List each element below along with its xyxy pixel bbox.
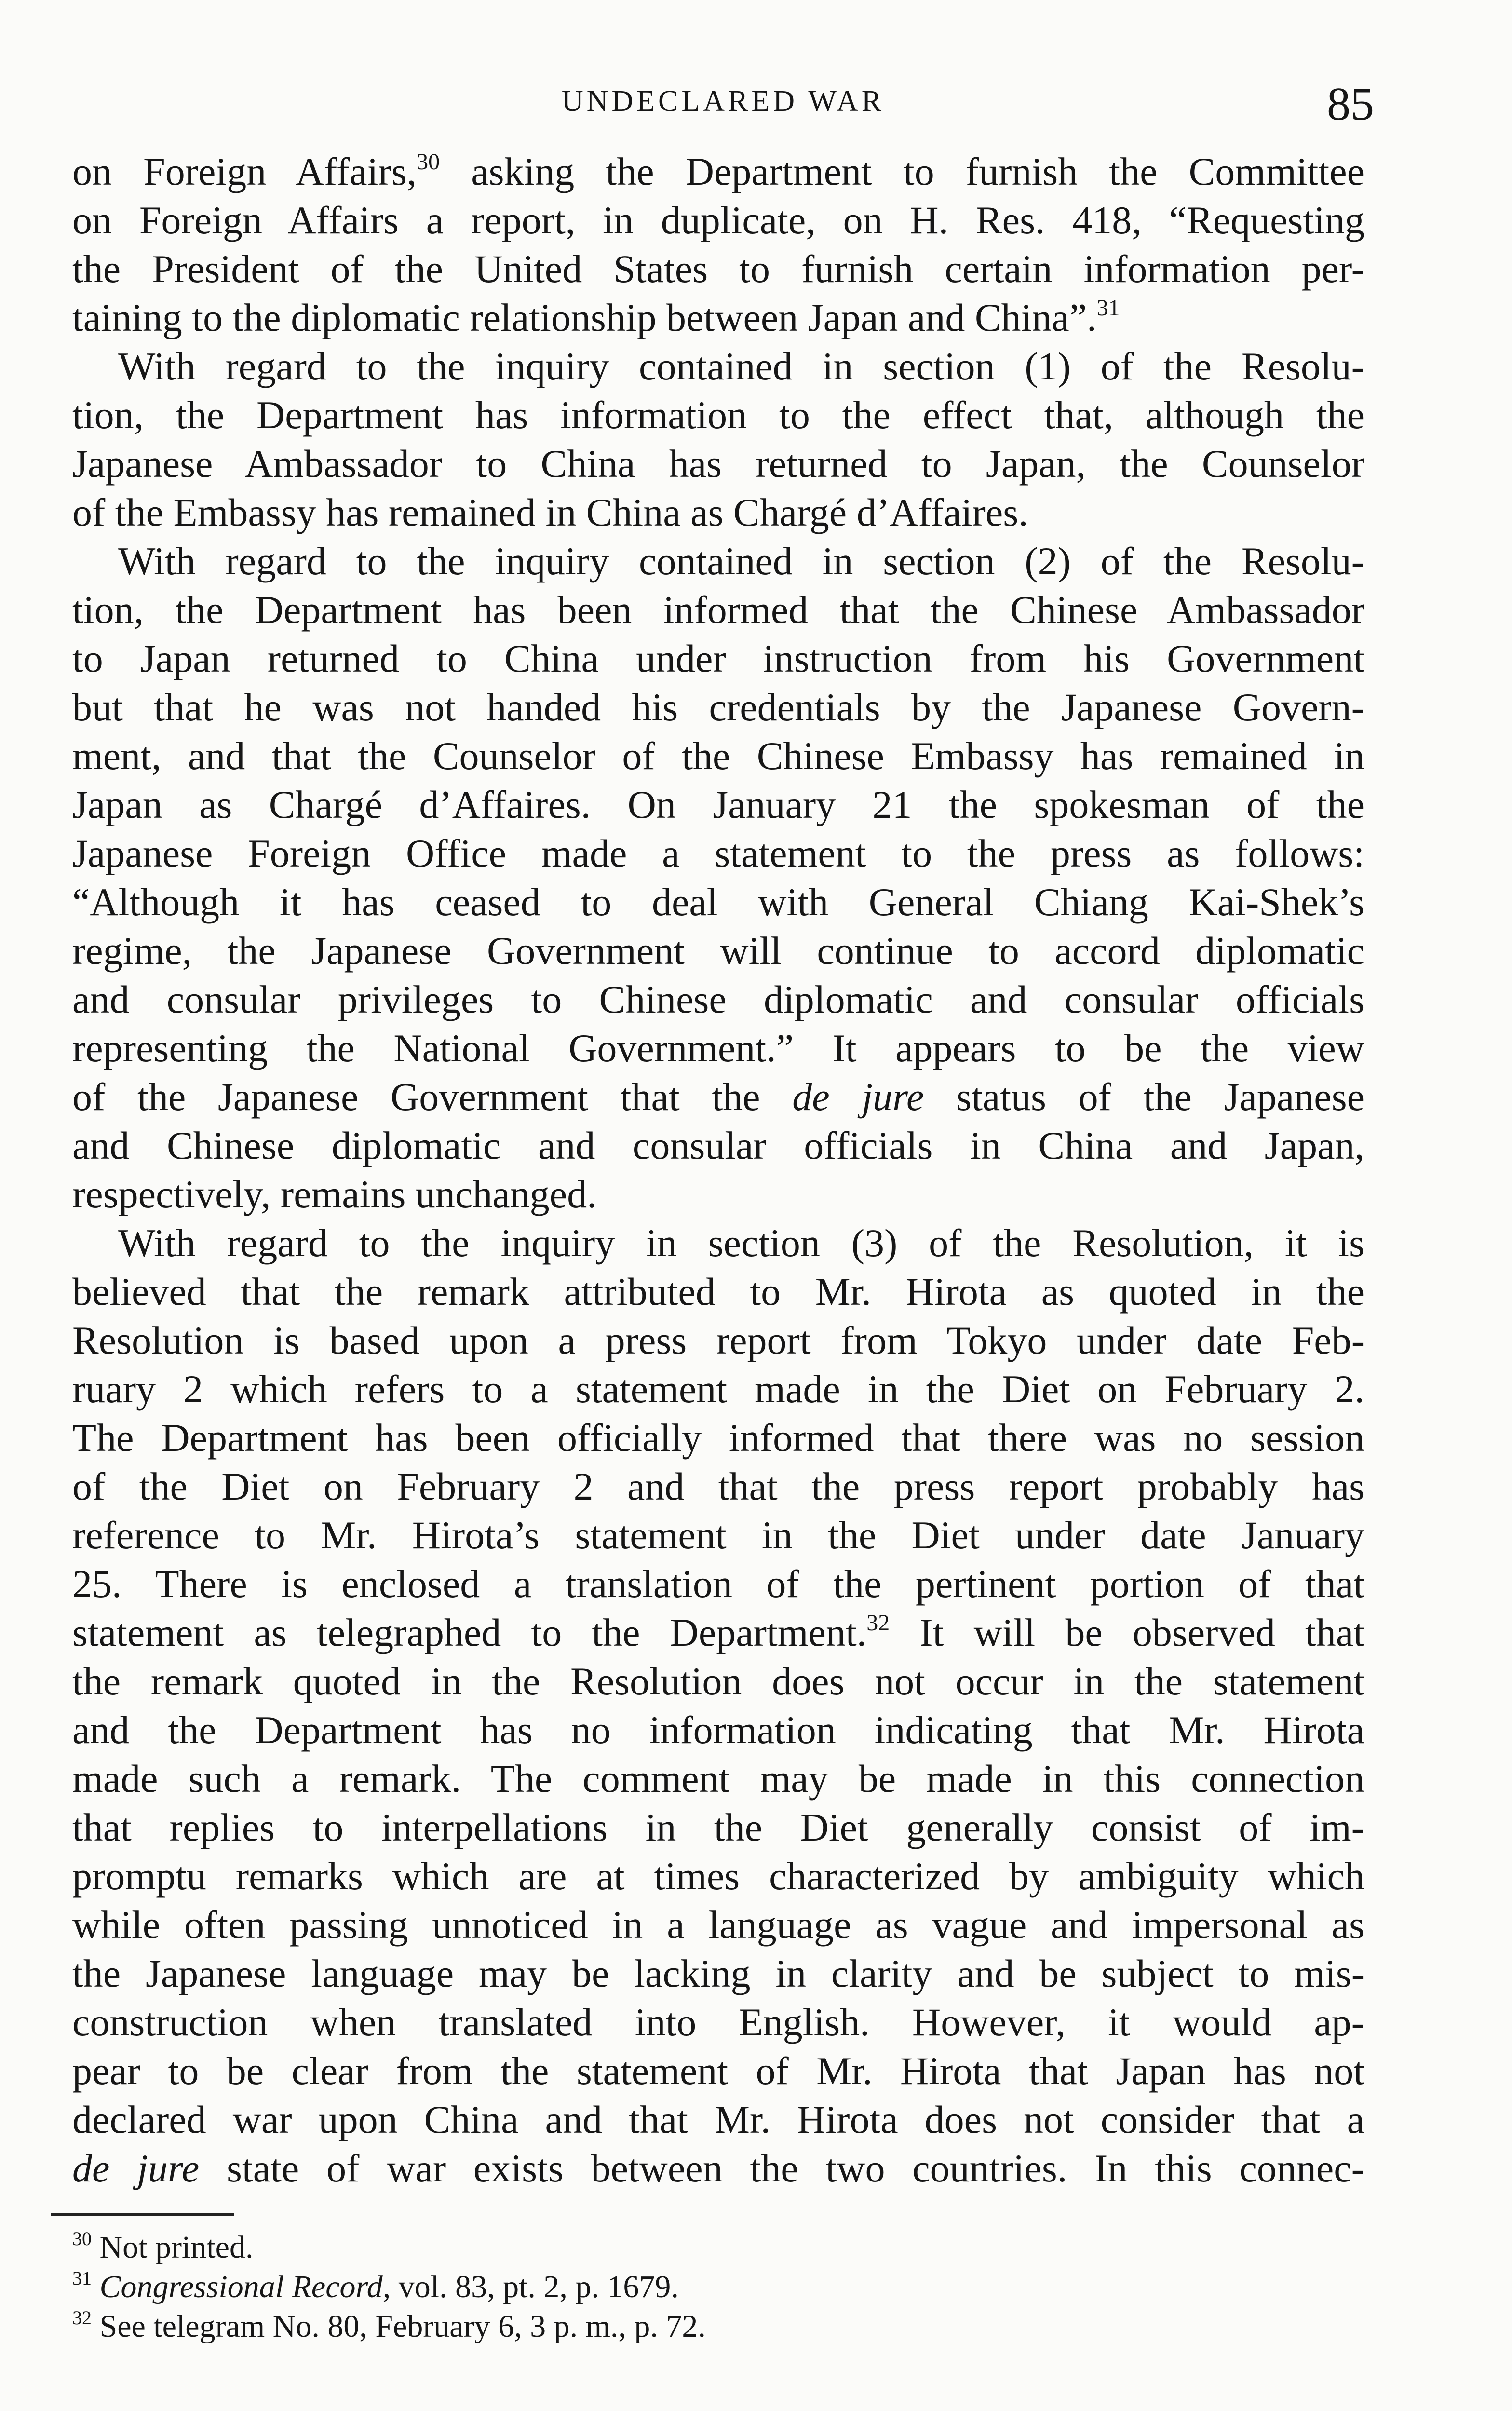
text-line: of the Embassy has remained in China as Chargé d’Affaires. <box>72 490 1028 534</box>
text-line: ment, and that the Counselor of the Chinese Embassy has remained in <box>72 734 1364 778</box>
text-line: de jure state of war exists between the two countries. In this connec- <box>72 2146 1364 2190</box>
text-line: made such a remark. The comment may be made in this connection <box>72 1757 1364 1801</box>
text-line: but that he was not handed his credentials by the Japanese Govern- <box>72 685 1364 729</box>
text-line: believed that the remark attributed to Mr. Hirota as quoted in the <box>72 1270 1364 1314</box>
footnote-ref: 30 <box>417 149 440 175</box>
page-number: 85 <box>1327 78 1374 130</box>
text-line: while often passing unnoticed in a language as vague and impersonal as <box>72 1903 1364 1947</box>
text-line: 25. There is enclosed a translation of the pertinent portion of that <box>72 1562 1364 1606</box>
text-line: on Foreign Affairs,$^{30}$ asking the Department to furnish the Committee <box>72 149 1364 193</box>
text-line: reference to Mr. Hirota’s statement in the Diet under date January <box>72 1513 1364 1557</box>
text-line: With regard to the inquiry in section (3) of the Resolution, it is <box>118 1221 1364 1265</box>
text-line: Resolution is based upon a press report from Tokyo under date Feb- <box>72 1318 1364 1362</box>
text-line: Japanese Foreign Office made a statement to the press as follows: <box>72 831 1364 875</box>
footnote-ref: 32 <box>866 1610 890 1636</box>
text-line: With regard to the inquiry contained in section (2) of the Resolu- <box>118 539 1364 583</box>
text-line: of the Japanese Government that the de jure status of the Japanese <box>72 1075 1365 1119</box>
text-line: pear to be clear from the statement of Mr. Hirota that Japan has not <box>72 2049 1364 2093</box>
text-line: on Foreign Affairs a report, in duplicate, on H. Res. 418, “Requesting <box>72 198 1364 242</box>
text-line: promptu remarks which are at times characterized by ambiguity which <box>72 1854 1364 1898</box>
footnote-ref: 31 <box>1096 295 1120 321</box>
text-line: Japan as Chargé d’Affaires. On January 21 the spokesman of the <box>72 783 1364 826</box>
page-header <box>72 72 1374 140</box>
text-line: tion, the Department has information to the effect that, although the <box>72 393 1364 437</box>
footnotes <box>72 2228 1364 2346</box>
italic-term: de jure <box>792 1075 924 1119</box>
footnote-30: $^{30}$ Not printed. <box>72 2228 254 2265</box>
text-line: statement as telegraphed to the Department.$^{32}$ It will be observed that <box>72 1610 1364 1654</box>
text-line: to Japan returned to China under instruction from his Government <box>72 637 1364 680</box>
text-line: the remark quoted in the Resolution does not occur in the statement <box>72 1659 1364 1703</box>
text-line: representing the National Government.” It appears to be the view <box>72 1026 1364 1070</box>
text-line: taining to the diplomatic relationship between Japan and China”.$^{31}$ <box>72 295 1120 339</box>
text-line: the President of the United States to furnish certain information per- <box>72 247 1364 291</box>
footnote-divider <box>51 2213 234 2216</box>
text-line: With regard to the inquiry contained in section (1) of the Resolu- <box>118 344 1364 388</box>
text-line: tion, the Department has been informed that the Chinese Ambassador <box>72 588 1364 632</box>
text-line: the Japanese language may be lacking in clarity and be subject to mis- <box>72 1951 1364 1995</box>
text-line: and the Department has no information indicating that Mr. Hirota <box>72 1708 1364 1752</box>
text-line: Japanese Ambassador to China has returned to Japan, the Counselor <box>72 442 1364 486</box>
text-line: and consular privileges to Chinese diplomatic and consular officials <box>72 977 1364 1021</box>
text-line: construction when translated into English. However, it would ap- <box>72 2000 1364 2044</box>
running-title: UNDECLARED WAR <box>561 85 885 118</box>
footnote-31: $^{31}$ Congressional Record, vol. 83, pt. 2, p. 1679. <box>72 2267 679 2304</box>
text-line: regime, the Japanese Government will continue to accord diplomatic <box>72 929 1364 973</box>
body-text <box>72 147 1364 2193</box>
italic-term: de jure <box>72 2146 200 2190</box>
text-line: declared war upon China and that Mr. Hirota does not consider that a <box>72 2098 1364 2141</box>
text-line: that replies to interpellations in the Diet generally consist of im- <box>72 1805 1364 1849</box>
text-line: respectively, remains unchanged. <box>72 1172 597 1216</box>
text-line: and Chinese diplomatic and consular officials in China and Japan, <box>72 1124 1364 1167</box>
text-line: ruary 2 which refers to a statement made in the Diet on February 2. <box>72 1367 1364 1411</box>
text-line: The Department has been officially informed that there was no session <box>72 1416 1364 1460</box>
text-line: of the Diet on February 2 and that the press report probably has <box>72 1464 1364 1508</box>
footnote-32: $^{32}$ See telegram No. 80, February 6, 3 p. m., p. 72. <box>72 2307 706 2344</box>
text-line: “Although it has ceased to deal with General Chiang Kai-Shek’s <box>72 880 1364 924</box>
